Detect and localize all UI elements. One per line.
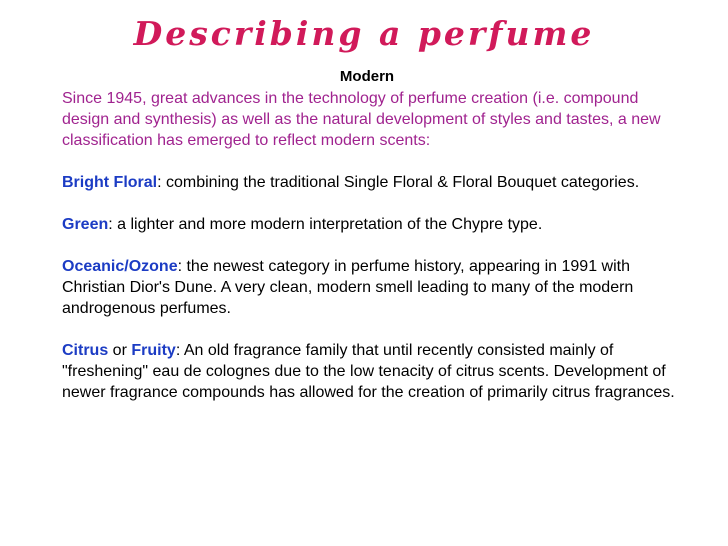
oceanic-ozone-text: : the newest category in perfume history, appearing in 1991 with Christian Dior's Dune. A very clean, modern smell leading to many of the modern androgenous perfumes. [62,258,634,317]
citrus-fruity-paragraph [62,340,684,403]
oceanic-ozone-term: Oceanic/Ozone [62,258,178,275]
green-term: Green [62,216,109,233]
citrus-fruity-joiner: or [108,342,132,359]
oceanic-ozone-paragraph [62,256,684,319]
bright-floral-paragraph [62,172,684,193]
green-paragraph [62,214,684,235]
citrus-fruity-text: : An old fragrance family that until recently consisted mainly of "freshening" eau de colognes due to the low tenacity of citrus scents. Development of newer fragrance compounds has allowed for the creation of primarily citrus fragrances. [62,342,675,401]
bright-floral-text: : combining the traditional Single Floral & Floral Bouquet categories. [157,174,640,191]
intro-paragraph: Since 1945, great advances in the technology of perfume creation (i.e. compound design and synthesis) as well as the natural development of styles and tastes, a new classification has emerged to reflect modern scents: [62,90,661,149]
bright-floral-term: Bright Floral [62,174,158,191]
fruity-term: Fruity [131,342,176,359]
section-subtitle: Modern [339,68,395,85]
slide-body [62,88,684,424]
slide-title: Describing a perfume [133,14,595,53]
citrus-term: Citrus [62,342,109,359]
green-text: : a lighter and more modern interpretation of the Chypre type. [108,216,543,233]
